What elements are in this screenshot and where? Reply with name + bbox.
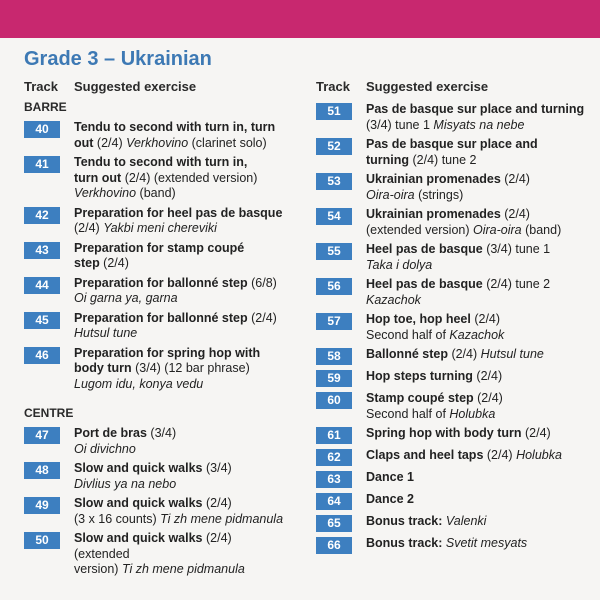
- track-entry: [316, 102, 586, 133]
- exercise-meta: (3/4): [202, 461, 232, 475]
- exercise-title: Slow and quick walks: [74, 496, 203, 510]
- exercise-meta: (extended version): [366, 222, 474, 237]
- exercise-description: [366, 448, 562, 464]
- right-list: [316, 102, 586, 554]
- exercise-meta: (2/4): [473, 391, 503, 405]
- exercise-description: [74, 276, 277, 307]
- exercise-meta: (2/4): [521, 426, 551, 440]
- exercise-description: [366, 470, 414, 486]
- tune-name: Lugom idu, konya vedu: [74, 376, 204, 391]
- track-header: Track: [316, 78, 350, 94]
- tune-name: Kazachok: [449, 327, 505, 342]
- tune-name: Verkhovino: [126, 135, 189, 150]
- exercise-meta: (2/4): [247, 310, 277, 325]
- track-number-badge: 63: [316, 471, 352, 488]
- track-number-badge: 53: [316, 173, 352, 190]
- track-number-badge: 57: [316, 313, 352, 330]
- exercise-meta: (3/4) tune 1: [482, 242, 551, 256]
- track-number-badge: 56: [316, 278, 352, 295]
- exercise-description: [366, 369, 502, 385]
- track-number-badge: 59: [316, 370, 352, 387]
- tune-name: Svetit mesyats: [445, 536, 528, 550]
- track-number-badge: 44: [24, 277, 60, 294]
- barre-list: [24, 120, 286, 392]
- barre-heading: BARRE: [24, 100, 67, 114]
- exercise-meta: version): [74, 562, 122, 576]
- exercise-meta: (3/4) (12 bar phrase): [131, 361, 250, 375]
- exercise-meta: (3/4): [146, 426, 177, 440]
- track-entry: [24, 346, 286, 393]
- exercise-meta: (2/4): [447, 347, 481, 361]
- exercise-title: out: [74, 135, 94, 150]
- exercise-description: [74, 311, 277, 342]
- exercise-meta: (2/4) (extended: [74, 531, 232, 561]
- track-entry: [24, 426, 286, 457]
- track-entry: [316, 137, 586, 168]
- tune-name: Holubka: [516, 448, 562, 462]
- exercise-title: Ukrainian promenades: [366, 207, 501, 221]
- exercise-description: [74, 155, 257, 202]
- exercise-title: Heel pas de basque: [366, 277, 483, 291]
- track-entry: [24, 496, 286, 527]
- exercise-title: Ukrainian promenades: [366, 172, 501, 186]
- track-header: Track: [24, 78, 58, 94]
- track-entry: [24, 155, 286, 202]
- tune-name: Taka i dolya: [366, 257, 433, 272]
- track-number-badge: 47: [24, 427, 60, 444]
- track-entry: [316, 448, 586, 466]
- track-entry: [316, 470, 586, 488]
- exercise-meta: (2/4): [93, 135, 127, 150]
- exercise-title: Pas de basque sur place and: [366, 137, 538, 151]
- track-number-badge: 43: [24, 242, 60, 259]
- tune-name: Kazachok: [366, 292, 421, 307]
- track-entry: [316, 514, 586, 532]
- tune-name: Hutsul tune: [74, 326, 138, 340]
- exercise-header: Suggested exercise: [74, 78, 197, 94]
- column-headers: [316, 76, 586, 96]
- exercise-meta: Second half of: [366, 327, 450, 342]
- track-number-badge: 62: [316, 449, 352, 466]
- track-number-badge: 54: [316, 208, 352, 225]
- exercise-meta: (2/4): [470, 312, 501, 326]
- exercise-meta: (2/4): [202, 496, 232, 510]
- exercise-title: body turn: [74, 361, 132, 375]
- exercise-description: [74, 120, 275, 151]
- track-number-badge: 42: [24, 207, 60, 224]
- exercise-meta: (2/4): [500, 207, 530, 221]
- track-number-badge: 40: [24, 121, 60, 138]
- exercise-meta: (2/4): [483, 448, 517, 462]
- track-number-badge: 61: [316, 427, 352, 444]
- exercise-description: [74, 531, 286, 578]
- track-entry: [24, 461, 286, 492]
- exercise-title: Preparation for heel pas de basque: [74, 205, 283, 220]
- exercise-title: turning: [366, 152, 410, 167]
- exercise-title: Slow and quick walks: [74, 461, 203, 475]
- exercise-meta: (band): [521, 222, 562, 237]
- centre-heading: CENTRE: [24, 406, 74, 420]
- tune-name: Oira-oira: [366, 187, 415, 202]
- track-entry: [316, 312, 586, 343]
- exercise-title: Ballonné step: [366, 347, 448, 361]
- exercise-title: Dance 2: [366, 492, 414, 506]
- track-entry: [24, 531, 286, 578]
- exercise-description: [366, 207, 561, 238]
- track-entry: [316, 207, 586, 238]
- page-title: Grade 3 – Ukrainian: [24, 48, 212, 70]
- exercise-description: [366, 514, 486, 530]
- exercise-header: Suggested exercise: [366, 78, 489, 94]
- exercise-title: turn out: [74, 170, 122, 185]
- exercise-meta: (2/4) (extended version): [121, 170, 258, 185]
- exercise-meta: (clarinet solo): [188, 135, 267, 150]
- track-number-badge: 46: [24, 347, 60, 364]
- exercise-title: Bonus track:: [366, 536, 443, 550]
- track-entry: [24, 120, 286, 151]
- track-number-badge: 51: [316, 103, 352, 120]
- track-number-badge: 55: [316, 243, 352, 260]
- exercise-description: [74, 461, 232, 492]
- track-entry: [24, 311, 286, 342]
- tune-name: Oi divichno: [74, 441, 136, 456]
- tune-name: Holubka: [449, 406, 496, 421]
- tune-name: Oira-oira: [473, 222, 522, 237]
- exercise-meta: (strings): [414, 187, 464, 202]
- centre-list: [24, 426, 286, 578]
- exercise-description: [366, 102, 584, 133]
- track-number-badge: 58: [316, 348, 352, 365]
- exercise-meta: (3 x 16 counts): [74, 511, 161, 526]
- exercise-title: Port de bras: [74, 426, 147, 440]
- exercise-description: [74, 426, 176, 457]
- track-number-badge: 65: [316, 515, 352, 532]
- right-column: [316, 76, 586, 558]
- tune-name: Oi garna ya, garna: [74, 291, 178, 305]
- exercise-title: Hop steps turning: [366, 369, 473, 383]
- track-number-badge: 52: [316, 138, 352, 155]
- exercise-description: [366, 172, 530, 203]
- tune-name: Valenki: [445, 514, 487, 528]
- tune-name: Hutsul tune: [480, 347, 544, 361]
- track-number-badge: 45: [24, 312, 60, 329]
- column-headers: [24, 76, 286, 96]
- exercise-description: [366, 426, 551, 442]
- exercise-description: [366, 242, 550, 273]
- exercise-title: Heel pas de basque: [366, 242, 483, 256]
- tune-name: Verkhovino: [74, 186, 137, 200]
- track-entry: [24, 276, 286, 307]
- exercise-title: Slow and quick walks: [74, 531, 203, 545]
- track-number-badge: 60: [316, 392, 352, 409]
- exercise-title: Tendu to second with turn in, turn: [74, 120, 276, 134]
- track-entry: [316, 426, 586, 444]
- track-entry: [316, 172, 586, 203]
- track-entry: [316, 347, 586, 365]
- track-entry: [316, 536, 586, 554]
- exercise-meta: (2/4) tune 2: [482, 277, 551, 291]
- exercise-meta: (2/4) tune 2: [409, 152, 477, 167]
- track-entry: [316, 277, 586, 308]
- tune-name: Ti zh mene pidmanula: [160, 511, 284, 526]
- top-accent-bar: [0, 0, 600, 38]
- track-entry: [316, 242, 586, 273]
- exercise-title: Spring hop with body turn: [366, 426, 522, 440]
- tune-name: Divlius ya na nebo: [74, 476, 177, 491]
- exercise-description: [366, 347, 544, 363]
- exercise-description: [366, 536, 527, 552]
- exercise-title: step: [74, 256, 100, 270]
- exercise-meta: (band): [136, 186, 176, 200]
- exercise-title: Dance 1: [366, 470, 414, 484]
- exercise-meta: (3/4) tune 1: [366, 117, 434, 132]
- exercise-description: [74, 241, 244, 272]
- exercise-title: Claps and heel taps: [366, 448, 484, 462]
- track-number-badge: 50: [24, 532, 60, 549]
- exercise-meta: (6/8): [247, 275, 277, 290]
- exercise-description: [366, 391, 503, 422]
- exercise-description: [366, 492, 414, 508]
- tune-name: Yakbi meni chereviki: [103, 221, 217, 235]
- exercise-title: Tendu to second with turn in,: [74, 155, 248, 169]
- exercise-title: Preparation for ballonné step: [74, 310, 248, 325]
- exercise-meta: Second half of: [366, 406, 450, 421]
- exercise-meta: (2/4): [74, 221, 104, 235]
- track-number-badge: 49: [24, 497, 60, 514]
- exercise-description: [366, 137, 538, 168]
- track-entry: [316, 391, 586, 422]
- exercise-meta: (2/4): [500, 172, 530, 186]
- tune-name: Misyats na nebe: [433, 117, 525, 132]
- exercise-description: [74, 346, 260, 393]
- exercise-description: [366, 277, 550, 308]
- track-number-badge: 66: [316, 537, 352, 554]
- tune-name: Ti zh mene pidmanula: [121, 562, 245, 576]
- exercise-title: Preparation for ballonné step: [74, 275, 248, 290]
- exercise-title: Preparation for stamp coupé: [74, 240, 245, 255]
- exercise-title: Hop toe, hop heel: [366, 312, 471, 326]
- track-number-badge: 48: [24, 462, 60, 479]
- exercise-description: [366, 312, 504, 343]
- track-number-badge: 64: [316, 493, 352, 510]
- exercise-meta: (2/4): [472, 369, 503, 383]
- exercise-title: Preparation for spring hop with: [74, 345, 261, 360]
- exercise-description: [74, 496, 283, 527]
- track-entry: [316, 369, 586, 387]
- exercise-meta: (2/4): [99, 256, 129, 270]
- track-entry: [24, 241, 286, 272]
- exercise-description: [74, 206, 282, 237]
- exercise-title: Bonus track:: [366, 514, 443, 528]
- exercise-title: Stamp coupé step: [366, 391, 474, 405]
- exercise-title: Pas de basque sur place and turning: [366, 102, 585, 116]
- left-column: [24, 76, 286, 582]
- track-entry: [316, 492, 586, 510]
- track-entry: [24, 206, 286, 237]
- track-number-badge: 41: [24, 156, 60, 173]
